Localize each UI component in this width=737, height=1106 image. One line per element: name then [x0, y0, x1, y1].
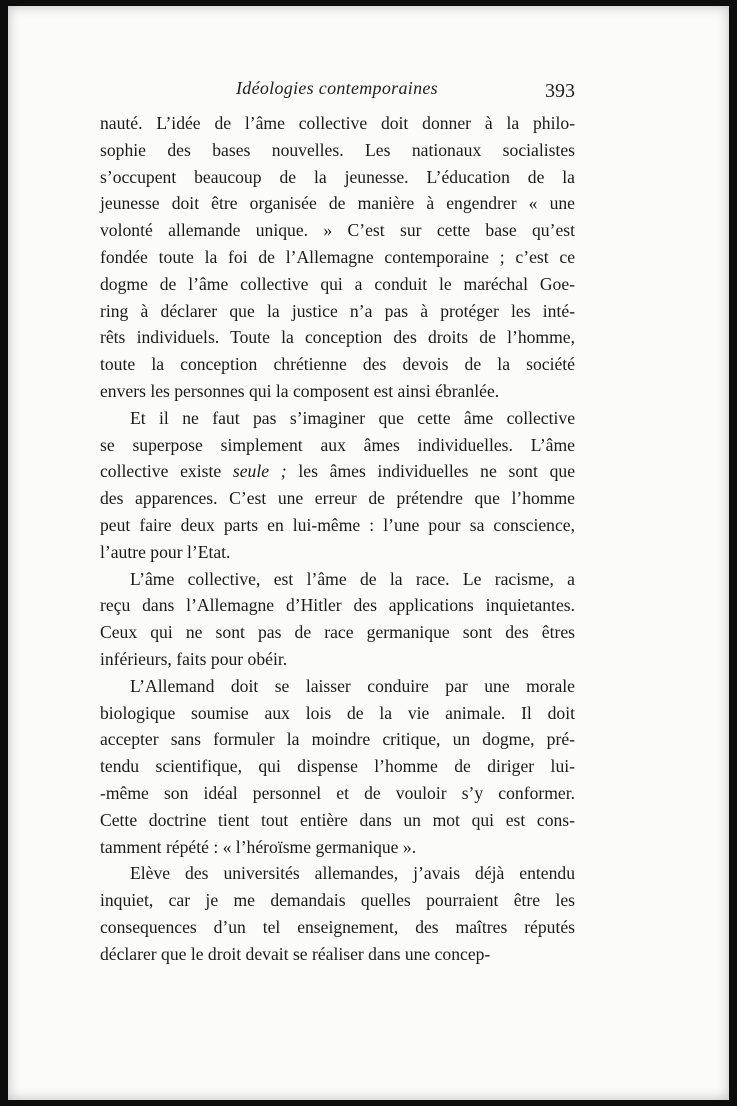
text-line: ring à déclarer que la justice n’a pas à protéger les inté-	[100, 300, 575, 321]
page-header	[8, 78, 729, 102]
paragraph	[100, 566, 575, 673]
body-text	[100, 110, 575, 968]
paragraph	[100, 110, 575, 405]
text-line: s’occupent beaucoup de la jeunesse. L’éducation de la	[100, 166, 575, 187]
paragraph	[100, 860, 575, 967]
text-line: Ceux qui ne sont pas de race germanique sont des êtres	[100, 622, 575, 643]
text-line: Elève des universités allemandes, j’avais déjà entendu	[130, 863, 575, 884]
text-line: dogme de l’âme collective qui a conduit le maréchal Goe-	[100, 273, 575, 294]
text-line: sophie des bases nouvelles. Les nationaux socialistes	[100, 139, 575, 160]
text-line: inférieurs, faits pour obéir.	[100, 648, 288, 669]
text-line: L’Allemand doit se laisser conduire par une morale	[130, 675, 575, 696]
text-line: reçu dans l’Allemagne d’Hitler des applications inquietantes.	[100, 595, 575, 616]
text-line: inquiet, car je me demandais quelles pourraient être les	[100, 890, 575, 911]
text-line: Et il ne faut pas s’imaginer que cette âme collective	[130, 407, 575, 428]
text-line: accepter sans formuler la moindre critique, un dogme, pré-	[100, 729, 575, 750]
paragraph	[100, 673, 575, 861]
text-line: fondée toute la foi de l’Allemagne contemporaine ; c’est ce	[100, 246, 575, 267]
text-line: jeunesse doit être organisée de manière à engendrer « une	[100, 193, 575, 214]
text-line: -même son idéal personnel et de vouloir s’y conformer.	[100, 782, 575, 803]
text-line: se superpose simplement aux âmes individuelles. L’âme	[100, 434, 575, 455]
text-line: Cette doctrine tient tout entière dans un mot qui est cons-	[100, 809, 575, 830]
text-line: l’autre pour l’Etat.	[100, 541, 231, 562]
paragraph	[100, 405, 575, 566]
text-line: tendu scientifique, qui dispense l’homme de diriger lui-	[100, 756, 575, 777]
emphasis: seule ;	[232, 461, 287, 482]
page-number: 393	[545, 80, 575, 102]
running-title: Idéologies contemporaines	[236, 78, 438, 98]
book-page	[8, 6, 729, 1100]
text-line: volonté allemande unique. » C’est sur cette base qu’est	[100, 220, 575, 241]
text-line: tamment répété : « l’héroïsme germanique ».	[100, 836, 417, 857]
text-line: collective existe seule ; les âmes individuelles ne sont que	[100, 461, 575, 482]
text-line: peut faire deux parts en lui-même : l’une pour sa conscience,	[100, 514, 575, 535]
text-line: L’âme collective, est l’âme de la race. Le racisme, a	[130, 568, 575, 589]
text-line: toute la conception chrétienne des devois de la société	[100, 354, 575, 375]
text-line: envers les personnes qui la composent est ainsi ébranlée.	[100, 380, 500, 401]
text-line: des apparences. C’est une erreur de prétendre que l’homme	[100, 488, 575, 509]
text-line: consequences d’un tel enseignement, des maîtres réputés	[100, 916, 575, 937]
text-line: biologique soumise aux lois de la vie animale. Il doit	[100, 702, 575, 723]
text-line: déclarer que le droit devait se réaliser dans une concep-	[100, 943, 491, 964]
text-line: nauté. L’idée de l’âme collective doit donner à la philo-	[100, 113, 575, 133]
text-line: rêts individuels. Toute la conception des droits de l’homme,	[100, 327, 575, 348]
